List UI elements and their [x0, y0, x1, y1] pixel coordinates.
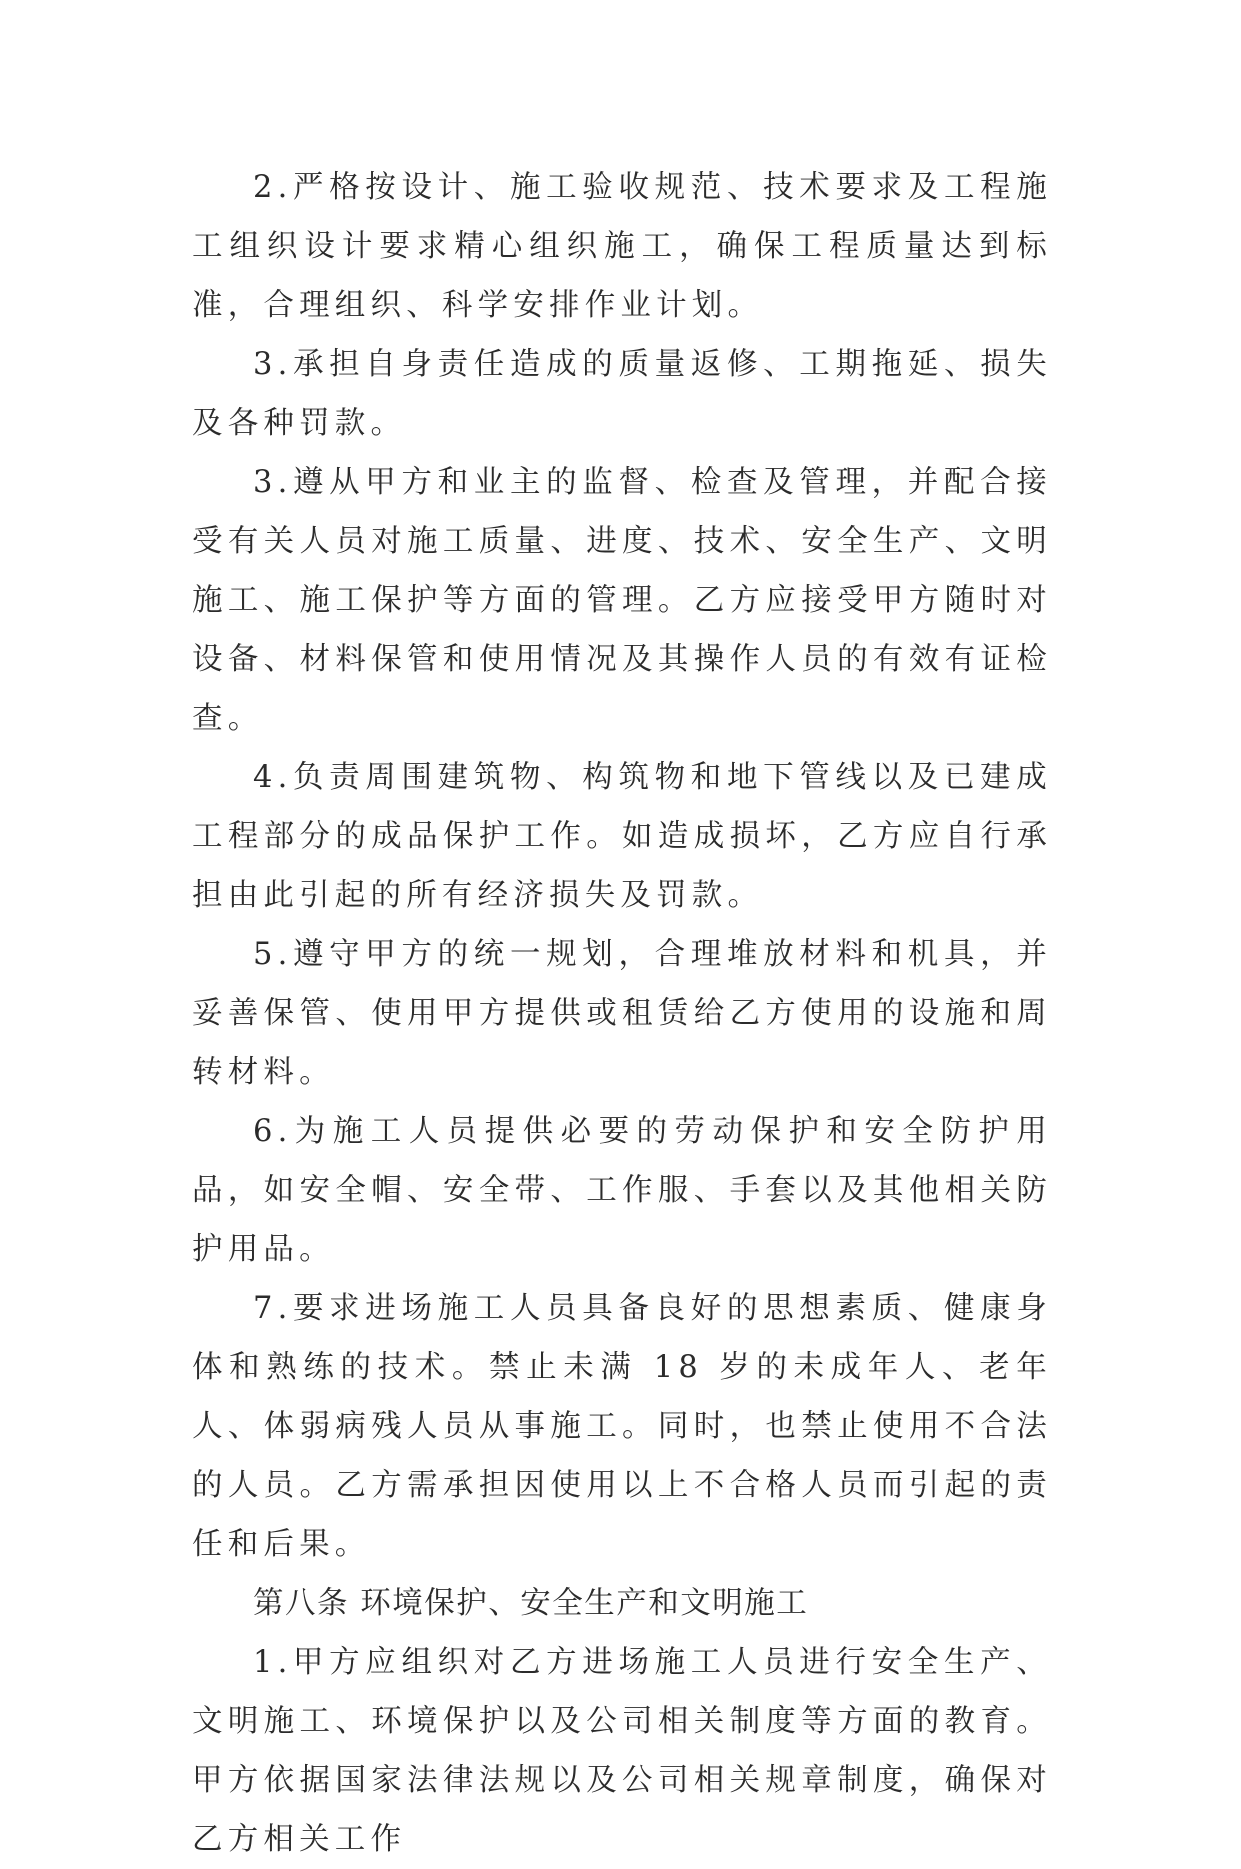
clause-paragraph: 7.要求进场施工人员具备良好的思想素质、健康身体和熟练的技术。禁止未满 18 岁的未成年人、老年人、体弱病残人员从事施工。同时，也禁止使用不合法的人员。乙方需承担因使用以上不合格人员而引起的责任和后果。: [192, 1291, 1052, 1562]
document-body: [192, 158, 1052, 1869]
clause-paragraph: 4.负责周围建筑物、构筑物和地下管线以及已建成工程部分的成品保护工作。如造成损坏，乙方应自行承担由此引起的所有经济损失及罚款。: [192, 760, 1052, 913]
clause-paragraph: 6.为施工人员提供必要的劳动保护和安全防护用品，如安全帽、安全带、工作服、手套以及其他相关防护用品。: [192, 1114, 1052, 1267]
clause-paragraph: 1.甲方应组织对乙方进场施工人员进行安全生产、文明施工、环境保护以及公司相关制度等方面的教育。甲方依据国家法律法规以及公司相关规章制度，确保对乙方相关工作: [192, 1645, 1052, 1857]
clause-paragraph: 3.承担自身责任造成的质量返修、工期拖延、损失及各种罚款。: [192, 347, 1052, 441]
clause-paragraph: 3.遵从甲方和业主的监督、检查及管理，并配合接受有关人员对施工质量、进度、技术、安全生产、文明施工、施工保护等方面的管理。乙方应接受甲方随时对设备、材料保管和使用情况及其操作人员的有效有证检查。: [192, 465, 1052, 736]
section-heading: 第八条 环境保护、安全生产和文明施工: [253, 1586, 809, 1621]
clause-paragraph: 5.遵守甲方的统一规划，合理堆放材料和机具，并妥善保管、使用甲方提供或租赁给乙方使用的设施和周转材料。: [192, 937, 1052, 1090]
clause-paragraph: 2.严格按设计、施工验收规范、技术要求及工程施工组织设计要求精心组织施工，确保工程质量达到标准，合理组织、科学安排作业计划。: [192, 170, 1052, 323]
